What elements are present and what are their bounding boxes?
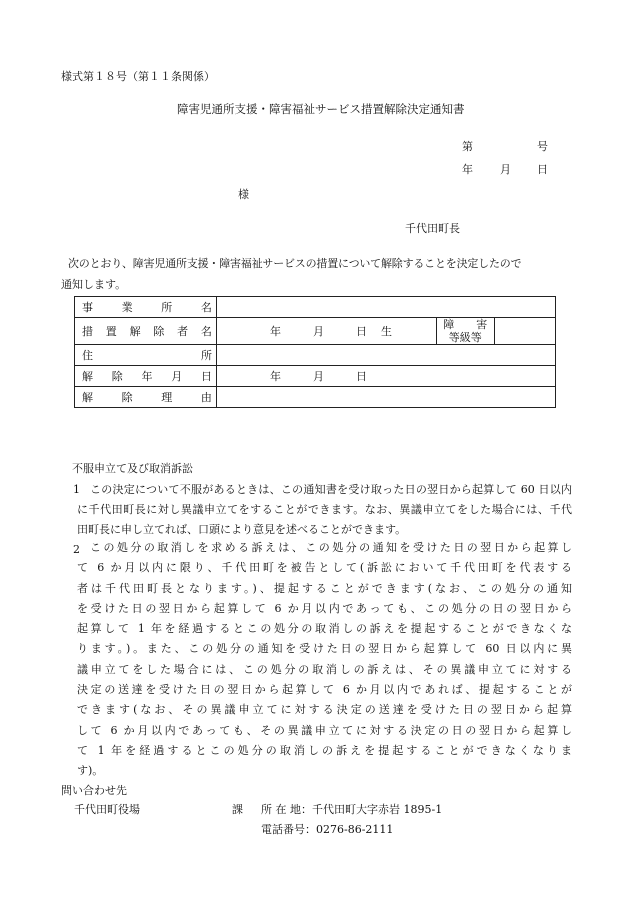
reason-value xyxy=(216,387,555,408)
appeal-item-2-line: 決定の送達を受けた日の翌日から起算して 6 か月以内であれば、提起することが xyxy=(77,683,572,697)
office-value xyxy=(216,297,555,318)
date-tsuki: 月 xyxy=(500,163,511,176)
contact-office: 千代田町役場 xyxy=(74,803,140,816)
disability-value xyxy=(494,318,555,345)
appeal-item-2-line: この処分の取消しを求める訴えは、この処分の通知を受けた日の翌日から起算し xyxy=(90,541,572,554)
disability-label-1: 障 害 xyxy=(443,318,488,331)
cancel-date-label-cell xyxy=(75,366,217,387)
appeal-item-2-number: 2 xyxy=(73,543,80,556)
appeal-item-2-line: ります。)。また、この処分の通知を受けた日の翌日から起算して 60 日以内に異 xyxy=(77,642,572,656)
dob-nen: 年 xyxy=(269,325,281,338)
dob-cell xyxy=(216,318,436,345)
appeal-item-2-line: を受けた日の翌日から起算して 6 か月以内であっても、この処分の日の翌日から xyxy=(77,601,572,615)
appeal-item-2-line: す)。 xyxy=(77,764,104,778)
address-label: 住 所 xyxy=(82,349,212,362)
notice-table xyxy=(74,296,556,408)
intro-line-2: 通知します。 xyxy=(61,278,127,291)
appeal-item-2-line: 起算して 1 年を経過するとこの処分の取消しの訴えを提起することができなくな xyxy=(77,622,572,636)
appeal-item-1-line: この決定について不服があるときは、この通知書を受け取った日の翌日から起算して 60 日以内 xyxy=(90,483,572,496)
appeal-item-1 xyxy=(77,480,572,540)
appeal-item-2-line: て 1 年を経過するとこの処分の取消しの訴えを提起することができなくなりま xyxy=(77,743,572,757)
appeal-item-1-line: 田町長に申し立てれば、口頭により意見を述べることができます。 xyxy=(77,523,407,536)
contact-heading: 問い合わせ先 xyxy=(61,784,127,797)
recipient-suffix: 様 xyxy=(238,188,249,201)
appeal-item-1-line: に千代田町長に対し異議申立てをすることができます。なお、異議申立てをした場合には、千代 xyxy=(77,503,572,516)
doc-number-dai: 第 xyxy=(462,140,473,153)
appeal-item-2-line: して 6 か月以内であっても、その異議申立てに対する決定の日の翌日から起算し xyxy=(77,723,572,737)
dob-hi: 日 xyxy=(355,325,367,338)
appeal-item-2 xyxy=(77,538,572,782)
cancel-tsuki: 月 xyxy=(312,370,324,383)
appeal-item-2-line: 者は千代田町長となります。)、提起することができます(なお、この処分の通知 xyxy=(77,581,572,595)
disability-label-cell xyxy=(436,318,494,345)
office-label: 事 業 所 名 xyxy=(82,301,212,314)
issuer: 千代田町長 xyxy=(405,222,460,235)
appeal-item-1-number: 1 xyxy=(73,483,80,496)
reason-label-cell xyxy=(75,387,217,408)
cancel-nen: 年 xyxy=(269,370,281,383)
contact-phone: 電話番号：0276-86-2111 xyxy=(261,823,394,836)
appeal-item-2-line: て 6 か月以内に限り、千代田町を被告として(訴訟において千代田町を代表する xyxy=(77,561,572,575)
appeal-item-2-line: 議申立てをした場合には、この処分の取消しの訴えは、その異議申立てに対する xyxy=(77,662,572,676)
date-nen: 年 xyxy=(462,163,473,176)
document-title: 障害児通所支援・障害福祉サービス措置解除決定通知書 xyxy=(177,102,465,116)
date-hi: 日 xyxy=(537,163,548,176)
office-label-cell xyxy=(75,297,217,318)
person-label: 措 置 解 除 者 名 xyxy=(82,325,212,338)
appeal-item-2-line: できます(なお、その異議申立てに対する決定の送達を受けた日の翌日から起算 xyxy=(77,703,572,717)
doc-number-go: 号 xyxy=(537,140,548,153)
contact-address: 所 在 地：千代田町大字赤岩 1895-1 xyxy=(261,803,443,816)
appeal-heading: 不服申立て及び取消訴訟 xyxy=(72,462,193,475)
form-number: 様式第１８号（第１１条関係） xyxy=(61,70,215,83)
address-label-cell xyxy=(75,345,217,366)
cancel-hi: 日 xyxy=(355,370,367,383)
contact-section: 課 xyxy=(232,803,243,816)
intro-line-1: 次のとおり、障害児通所支援・障害福祉サービスの措置について解除することを決定したので xyxy=(68,257,522,270)
dob-sei: 生 xyxy=(380,325,392,338)
reason-label: 解 除 理 由 xyxy=(82,391,212,404)
person-label-cell xyxy=(75,318,217,345)
disability-label-2: 等級等 xyxy=(448,331,482,344)
dob-tsuki: 月 xyxy=(312,325,324,338)
cancel-date-cell xyxy=(216,366,555,387)
address-value xyxy=(216,345,555,366)
cancel-date-label: 解 除 年 月 日 xyxy=(82,370,212,383)
